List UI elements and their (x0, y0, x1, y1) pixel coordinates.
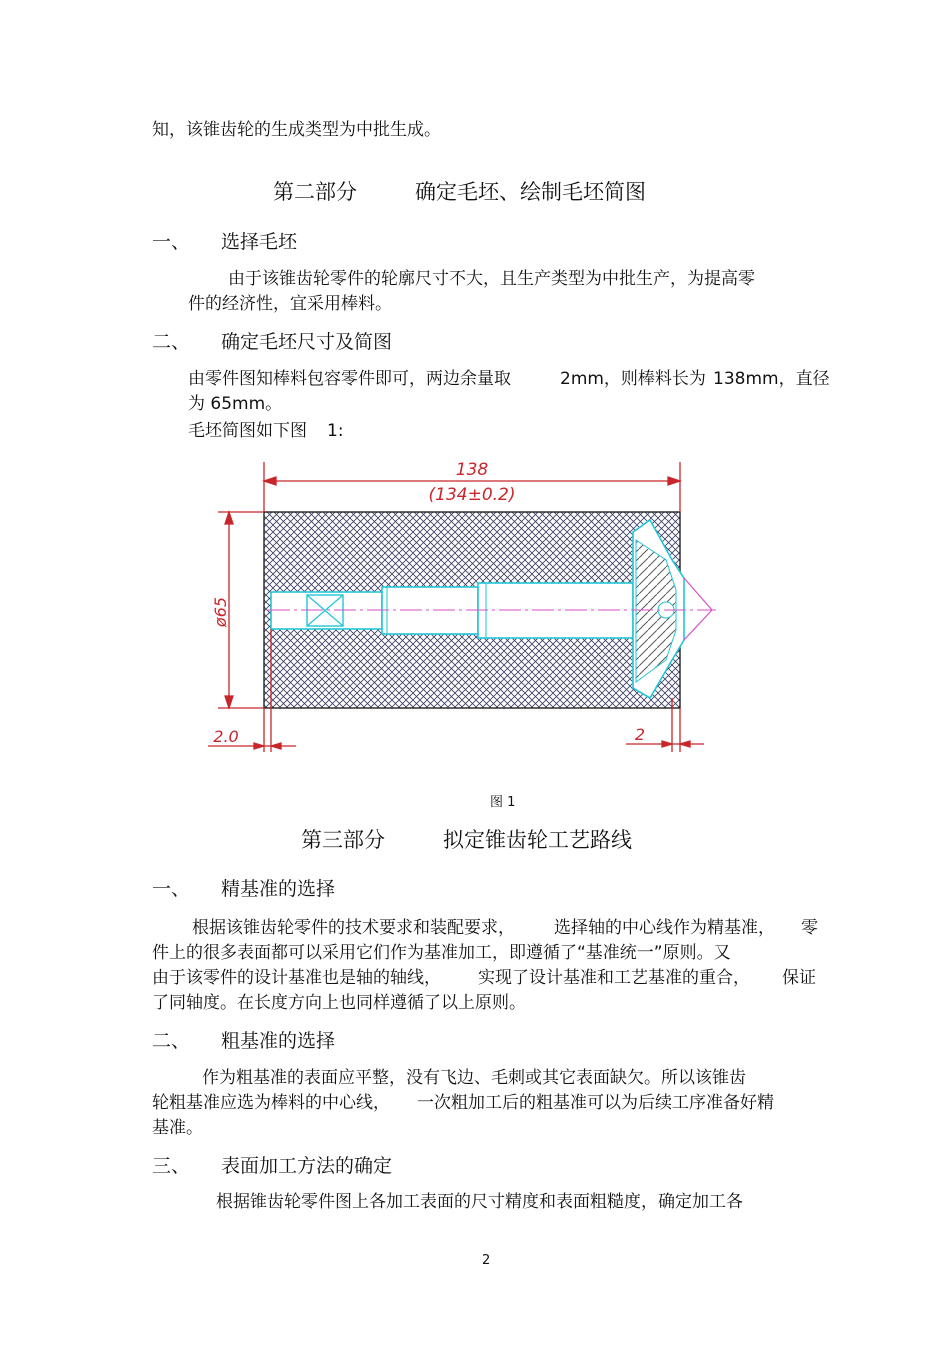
paragraph-line: 为 65mm。 (188, 394, 283, 414)
paragraph-line: 实现了设计基准和工艺基准的重合， (478, 968, 750, 988)
dim-diameter-value: ø65 (211, 596, 230, 628)
paragraph-line: 选择轴的中心线作为精基准， (554, 918, 775, 938)
part2-title: 确定毛坯、绘制毛坯简图 (415, 180, 646, 204)
page-number: 2 (482, 1253, 491, 1268)
paragraph-line: 零 (801, 918, 818, 938)
paragraph-line: 由于该零件的设计基准也是轴的轴线， (152, 968, 441, 988)
paragraph-line: 2mm，则棒料长为 (560, 369, 706, 389)
paragraph-line: 轮粗基准应选为棒料的中心线， (152, 1093, 390, 1113)
paragraph-line: 保证 (782, 968, 816, 988)
section-number: 一、 (152, 878, 191, 900)
paragraph-line: 一次粗加工后的粗基准可以为后续工序准备好精 (417, 1093, 774, 1113)
section-number: 二、 (152, 331, 191, 353)
paragraph-line: 根据该锥齿轮零件的技术要求和装配要求， (192, 918, 515, 938)
paragraph-line: 由于该锥齿轮零件的轮廓尺寸不大，且生产类型为中批生产，为提高零 (228, 269, 755, 289)
paragraph-line: 根据锥齿轮零件图上各加工表面的尺寸精度和表面粗糙度，确定加工各 (216, 1192, 743, 1212)
part3-title: 拟定锥齿轮工艺路线 (443, 828, 632, 852)
paragraph-line: 作为粗基准的表面应平整，没有飞边、毛刺或其它表面缺欠。所以该锥齿 (202, 1068, 746, 1088)
paragraph-line: 件的经济性，宜采用棒料。 (188, 294, 392, 314)
section-title: 选择毛坯 (221, 231, 298, 253)
section-number: 一、 (152, 231, 191, 253)
intro-line: 知，该锥齿轮的生成类型为中批生成。 (152, 120, 441, 140)
section-title: 表面加工方法的确定 (221, 1155, 393, 1177)
dim-right-value: 2 (634, 725, 646, 744)
paragraph-line: 了同轴度。在长度方向上也同样遵循了以上原则。 (152, 993, 526, 1013)
section-title: 精基准的选择 (221, 878, 336, 900)
part3-title-label: 第三部分 (301, 828, 385, 852)
paragraph-line: 基准。 (152, 1118, 203, 1138)
paragraph-line: 138mm，直径 (713, 369, 830, 389)
paragraph-line: 1: (327, 421, 344, 441)
paragraph-line: 毛坯简图如下图 (188, 421, 307, 441)
section-number: 三、 (152, 1155, 191, 1177)
dim-left-value: 2.0 (213, 727, 239, 746)
dim-length-tolerance: (134±0.2) (428, 485, 516, 505)
paragraph-line: 由零件图知棒料包容零件即可，两边余量取 (188, 369, 511, 389)
section-title: 确定毛坯尺寸及简图 (221, 331, 393, 353)
figure-caption: 图 1 (490, 795, 516, 810)
paragraph-line: 件上的很多表面都可以采用它们作为基准加工，即遵循了“基准统一”原则。又 (152, 943, 731, 963)
dim-length-value: 138 (455, 460, 489, 480)
section-title: 粗基准的选择 (221, 1030, 336, 1052)
section-number: 二、 (152, 1030, 191, 1052)
part2-title-label: 第二部分 (273, 180, 357, 204)
